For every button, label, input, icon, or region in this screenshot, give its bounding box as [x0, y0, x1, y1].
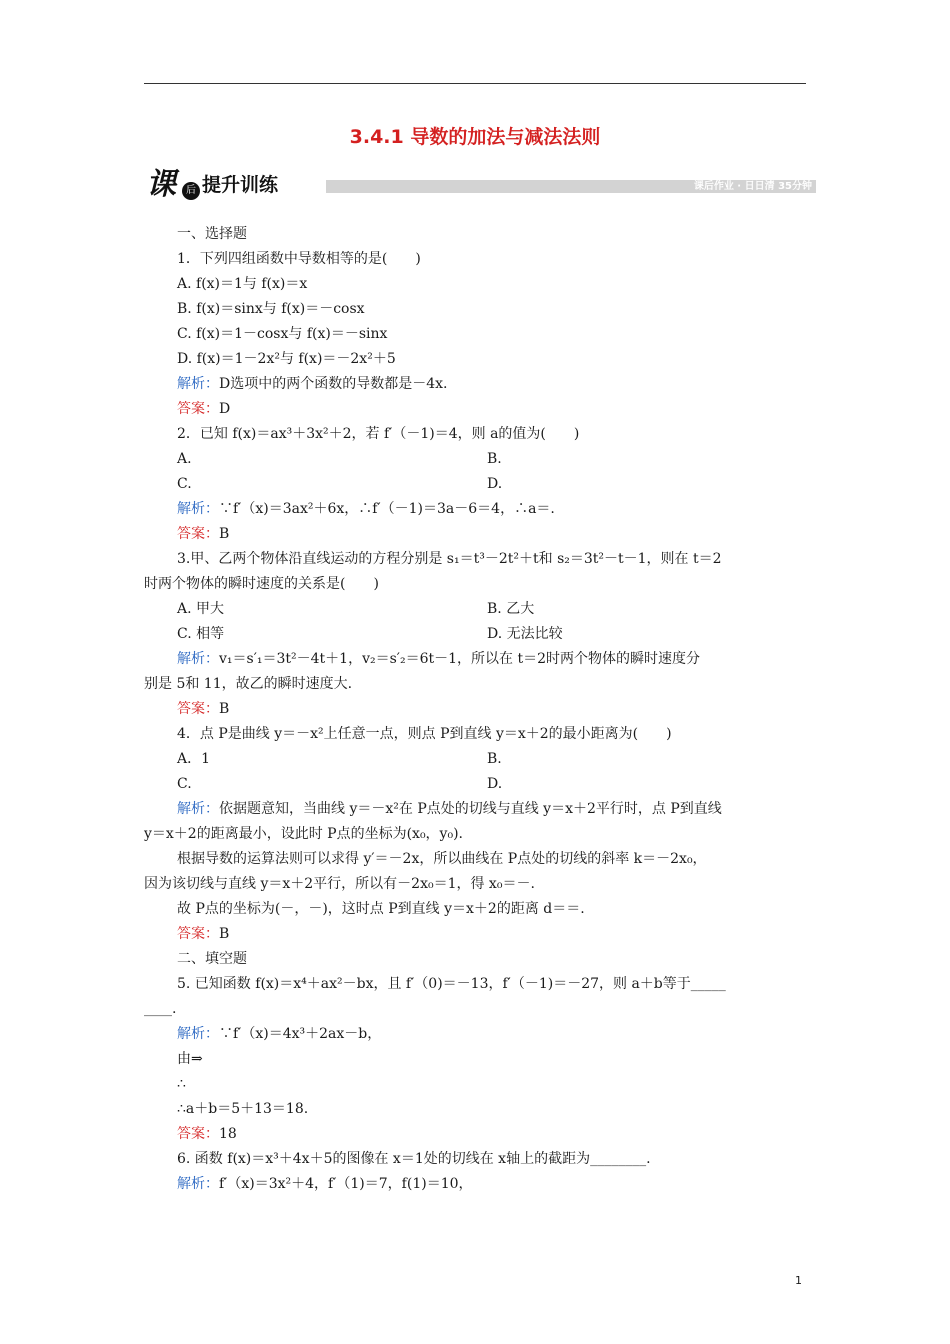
text-line: [177, 424, 579, 444]
text-line: [487, 449, 502, 469]
text-line: [487, 474, 502, 494]
text-line: [487, 599, 534, 619]
line-text: f′（x)＝3x²＋4，f′（1)＝7，f(1)＝10，: [219, 1176, 473, 1192]
line-text: 别是 5和 11，故乙的瞬时速度大.: [144, 676, 353, 692]
text-line: [177, 249, 421, 269]
text-line: [177, 349, 396, 369]
text-line: [177, 274, 307, 294]
text-line: [144, 574, 379, 594]
line-text: 3.甲、乙两个物体沿直线运动的方程分别是 s₁＝t³－2t²＋t和 s₂＝3t²－t－1，则在 t＝2: [177, 551, 722, 567]
line-text: A．1: [177, 751, 211, 767]
line-text: y＝x＋2的距离最小，设此时 P点的坐标为(x₀，y₀).: [144, 826, 463, 842]
section-banner: [144, 168, 816, 202]
line-text: 根据导数的运算法则可以求得 y′＝－2x，所以曲线在 P点处的切线的斜率 k＝－2x₀，: [177, 851, 707, 867]
text-line: [177, 799, 722, 819]
analysis-label: 解析：: [177, 1176, 219, 1192]
line-text: A. 甲大: [177, 601, 225, 617]
line-text: 18: [219, 1126, 237, 1142]
text-line: [177, 1149, 651, 1169]
line-text: D. 无法比较: [487, 626, 563, 642]
line-text: 4．点 P是曲线 y＝－x²上任意一点，则点 P到直线 y＝x＋2的最小距离为( ): [177, 726, 672, 742]
text-line: [177, 549, 722, 569]
line-text: ∴a＋b＝5＋13＝18.: [177, 1101, 309, 1117]
answer-label: 答案：: [177, 926, 219, 942]
line-text: A. f(x)＝1与 f(x)＝x: [177, 276, 308, 292]
answer-label: 答案：: [177, 526, 219, 542]
line-text: 二、填空题: [177, 951, 247, 967]
text-line: [177, 849, 707, 869]
text-line: [144, 674, 352, 694]
text-line: [144, 824, 463, 844]
line-text: D.: [487, 476, 503, 492]
page-title: 3.4.1 导数的加法与减法法则: [349, 126, 601, 148]
text-line: [177, 1049, 203, 1069]
text-line: [177, 599, 224, 619]
analysis-label: 解析：: [177, 376, 219, 392]
line-text: ∵f′（x)＝3ax²＋6x，∴f′（－1)＝3a－6＝4，∴a＝.: [219, 501, 555, 517]
line-text: C.: [177, 776, 192, 792]
line-text: 因为该切线与直线 y＝x＋2平行，所以有－2x₀＝1，得 x₀＝－.: [144, 876, 535, 892]
text-line: [177, 524, 229, 544]
line-text: ∵f′（x)＝4x³＋2ax－b，: [219, 1026, 382, 1042]
answer-label: 答案：: [177, 701, 219, 717]
line-text: v₁＝s′₁＝3t²－4t＋1，v₂＝s′₂＝6t－1，所以在 t＝2时两个物体的瞬时速度分: [219, 651, 701, 667]
line-text: B. 乙大: [487, 601, 535, 617]
text-line: [177, 499, 555, 519]
line-text: 故 P点的坐标为(－，－)，这时点 P到直线 y＝x＋2的距离 d＝＝.: [177, 901, 585, 917]
answer-label: 答案：: [177, 401, 219, 417]
line-text: D. f(x)＝1－2x²与 f(x)＝－2x²＋5: [177, 351, 396, 367]
text-line: [177, 899, 585, 919]
line-text: 6. 函数 f(x)＝x³＋4x＋5的图像在 x＝1处的切线在 x轴上的截距为________.: [177, 1151, 651, 1167]
text-line: [177, 1174, 473, 1194]
line-text: 5. 已知函数 f(x)＝x⁴＋ax²－bx，且 f′（0)＝－13，f′（－1)＝－27，则 a＋b等于_____: [177, 976, 726, 992]
text-line: [177, 649, 700, 669]
text-line: [177, 774, 192, 794]
text-line: [177, 624, 224, 644]
banner-bar: [326, 180, 816, 193]
line-text: D: [219, 401, 231, 417]
text-line: [177, 1024, 381, 1044]
text-line: [177, 924, 229, 944]
text-line: [177, 224, 247, 244]
text-line: [487, 624, 563, 644]
text-line: [144, 874, 535, 894]
analysis-label: 解析：: [177, 651, 219, 667]
banner-heading: 提升训练: [202, 174, 279, 196]
banner-bar-label: 课后作业 · 日日清 35分钟: [693, 181, 812, 192]
text-line: [177, 949, 247, 969]
line-text: A.: [177, 451, 192, 467]
text-line: [487, 774, 502, 794]
text-line: [177, 749, 210, 769]
text-line: [177, 449, 192, 469]
answer-label: 答案：: [177, 1126, 219, 1142]
analysis-label: 解析：: [177, 801, 219, 817]
line-text: 一、选择题: [177, 226, 247, 242]
text-line: [487, 749, 502, 769]
text-line: [144, 999, 176, 1019]
text-line: [177, 974, 726, 994]
line-text: ∴: [177, 1076, 186, 1092]
analysis-label: 解析：: [177, 501, 219, 517]
page-number: 1: [795, 1274, 802, 1287]
line-text: ____.: [144, 1001, 177, 1017]
text-line: [177, 299, 365, 319]
text-line: [177, 1074, 186, 1094]
text-line: [177, 324, 387, 344]
text-line: [177, 1099, 308, 1119]
text-line: [177, 474, 192, 494]
banner-logo-circle: 后: [182, 182, 200, 200]
line-text: 依据题意知，当曲线 y＝－x²在 P点处的切线与直线 y＝x＋2平行时，点 P到直线: [219, 801, 722, 817]
line-text: D选项中的两个函数的导数都是－4x.: [219, 376, 448, 392]
banner-logo-char: 课: [146, 167, 176, 202]
line-text: 时两个物体的瞬时速度的关系是( ): [144, 576, 379, 592]
line-text: B: [219, 701, 230, 717]
text-line: [177, 724, 672, 744]
analysis-label: 解析：: [177, 1026, 219, 1042]
text-line: [177, 1124, 237, 1144]
line-text: B: [219, 926, 230, 942]
line-text: 由⇒: [177, 1051, 203, 1067]
line-text: C. f(x)＝1－cosx与 f(x)＝－sinx: [177, 326, 388, 342]
text-line: [177, 374, 447, 394]
text-line: [177, 699, 229, 719]
text-line: [177, 399, 230, 419]
line-text: C. 相等: [177, 626, 225, 642]
line-text: B.: [487, 451, 502, 467]
line-text: B.: [487, 751, 502, 767]
line-text: B. f(x)＝sinx与 f(x)＝－cosx: [177, 301, 365, 317]
line-text: B: [219, 526, 230, 542]
top-rule: [144, 83, 806, 84]
line-text: C.: [177, 476, 192, 492]
line-text: 1．下列四组函数中导数相等的是( ): [177, 251, 421, 267]
line-text: D.: [487, 776, 503, 792]
line-text: 2．已知 f(x)＝ax³＋3x²＋2，若 f′（－1)＝4，则 a的值为( ): [177, 426, 580, 442]
